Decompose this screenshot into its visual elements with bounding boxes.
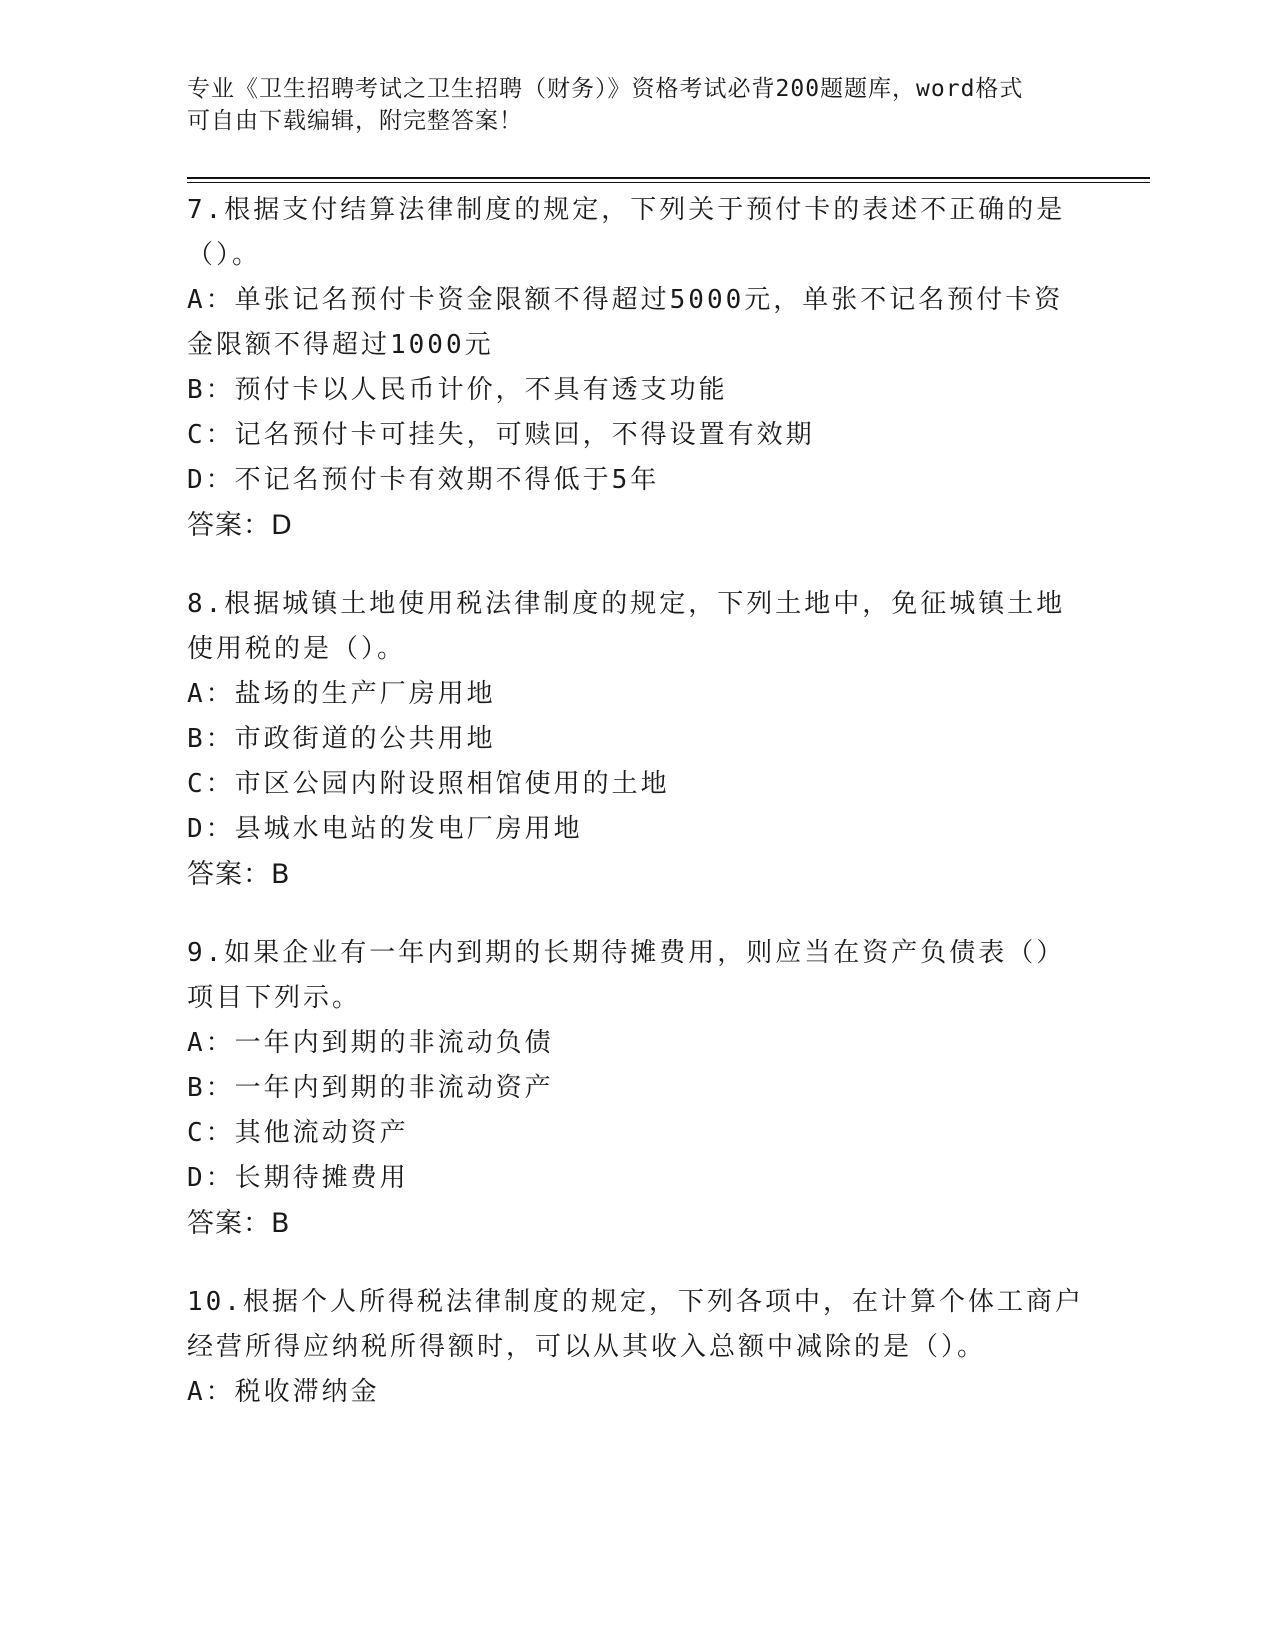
answer-option-line: A：单张记名预付卡资金限额不得超过5000元，单张不记名预付卡资 xyxy=(187,285,1064,315)
answer-key: 答案：B xyxy=(187,859,291,890)
question-block xyxy=(187,582,1087,897)
question-block xyxy=(187,931,1087,1246)
question-list xyxy=(187,188,1087,1449)
answer-option xyxy=(187,672,1087,717)
answer-option-line: C：市区公园内附设照相馆使用的土地 xyxy=(187,769,670,799)
answer-option-line: A：盐场的生产厂房用地 xyxy=(187,679,496,709)
answer-option-line: 金限额不得超过1000元 xyxy=(187,330,494,360)
question-block xyxy=(187,188,1087,548)
question-block xyxy=(187,1280,1087,1415)
answer-option xyxy=(187,1111,1087,1156)
answer-option xyxy=(187,458,1087,503)
answer-option-line: D：长期待摊费用 xyxy=(187,1163,409,1193)
question-stem-line: 经营所得应纳税所得额时，可以从其收入总额中减除的是（）。 xyxy=(187,1332,987,1362)
answer-option-line: B：一年内到期的非流动资产 xyxy=(187,1073,554,1103)
answer-option-line: C：记名预付卡可挂失，可赎回，不得设置有效期 xyxy=(187,420,815,450)
answer-option-line: A：一年内到期的非流动负债 xyxy=(187,1028,554,1058)
header-divider-thin xyxy=(187,182,1150,183)
answer-option xyxy=(187,413,1087,458)
answer-key: 答案：D xyxy=(187,510,293,541)
question-stem-line: 项目下列示。 xyxy=(187,983,362,1013)
answer-option xyxy=(187,1066,1087,1111)
question-stem-line: （）。 xyxy=(187,240,262,270)
answer-option xyxy=(187,717,1087,762)
answer-key: 答案：B xyxy=(187,1208,291,1239)
header-line: 可自由下载编辑，附完整答案！ xyxy=(187,108,523,134)
answer-option-line: C：其他流动资产 xyxy=(187,1118,409,1148)
answer-option-line: B：市政街道的公共用地 xyxy=(187,724,496,754)
question-stem-line: 7.根据支付结算法律制度的规定，下列关于预付卡的表述不正确的是 xyxy=(187,195,1066,225)
answer-option-line: A：税收滞纳金 xyxy=(187,1377,380,1407)
header-divider xyxy=(187,177,1150,179)
answer-option-line: D：不记名预付卡有效期不得低于5年 xyxy=(187,465,660,495)
answer-option-line: B：预付卡以人民币计价，不具有透支功能 xyxy=(187,375,728,405)
answer-option xyxy=(187,762,1087,807)
answer-option-line: D：县城水电站的发电厂房用地 xyxy=(187,814,583,844)
question-stem-line: 8.根据城镇土地使用税法律制度的规定，下列土地中，免征城镇土地 xyxy=(187,589,1066,619)
answer-option xyxy=(187,1370,1087,1415)
answer-option xyxy=(187,1021,1087,1066)
question-stem-line: 使用税的是（）。 xyxy=(187,634,407,664)
question-stem-line: 9.如果企业有一年内到期的长期待摊费用，则应当在资产负债表（） xyxy=(187,938,1066,968)
answer-option xyxy=(187,1156,1087,1201)
answer-option xyxy=(187,278,1087,368)
header-line: 专业《卫生招聘考试之卫生招聘（财务）》资格考试必背200题题库，word格式 xyxy=(187,76,1024,102)
answer-option xyxy=(187,368,1087,413)
document-header xyxy=(187,73,1067,137)
answer-option xyxy=(187,807,1087,852)
question-stem-line: 10.根据个人所得税法律制度的规定，下列各项中，在计算个体工商户 xyxy=(187,1287,1084,1317)
